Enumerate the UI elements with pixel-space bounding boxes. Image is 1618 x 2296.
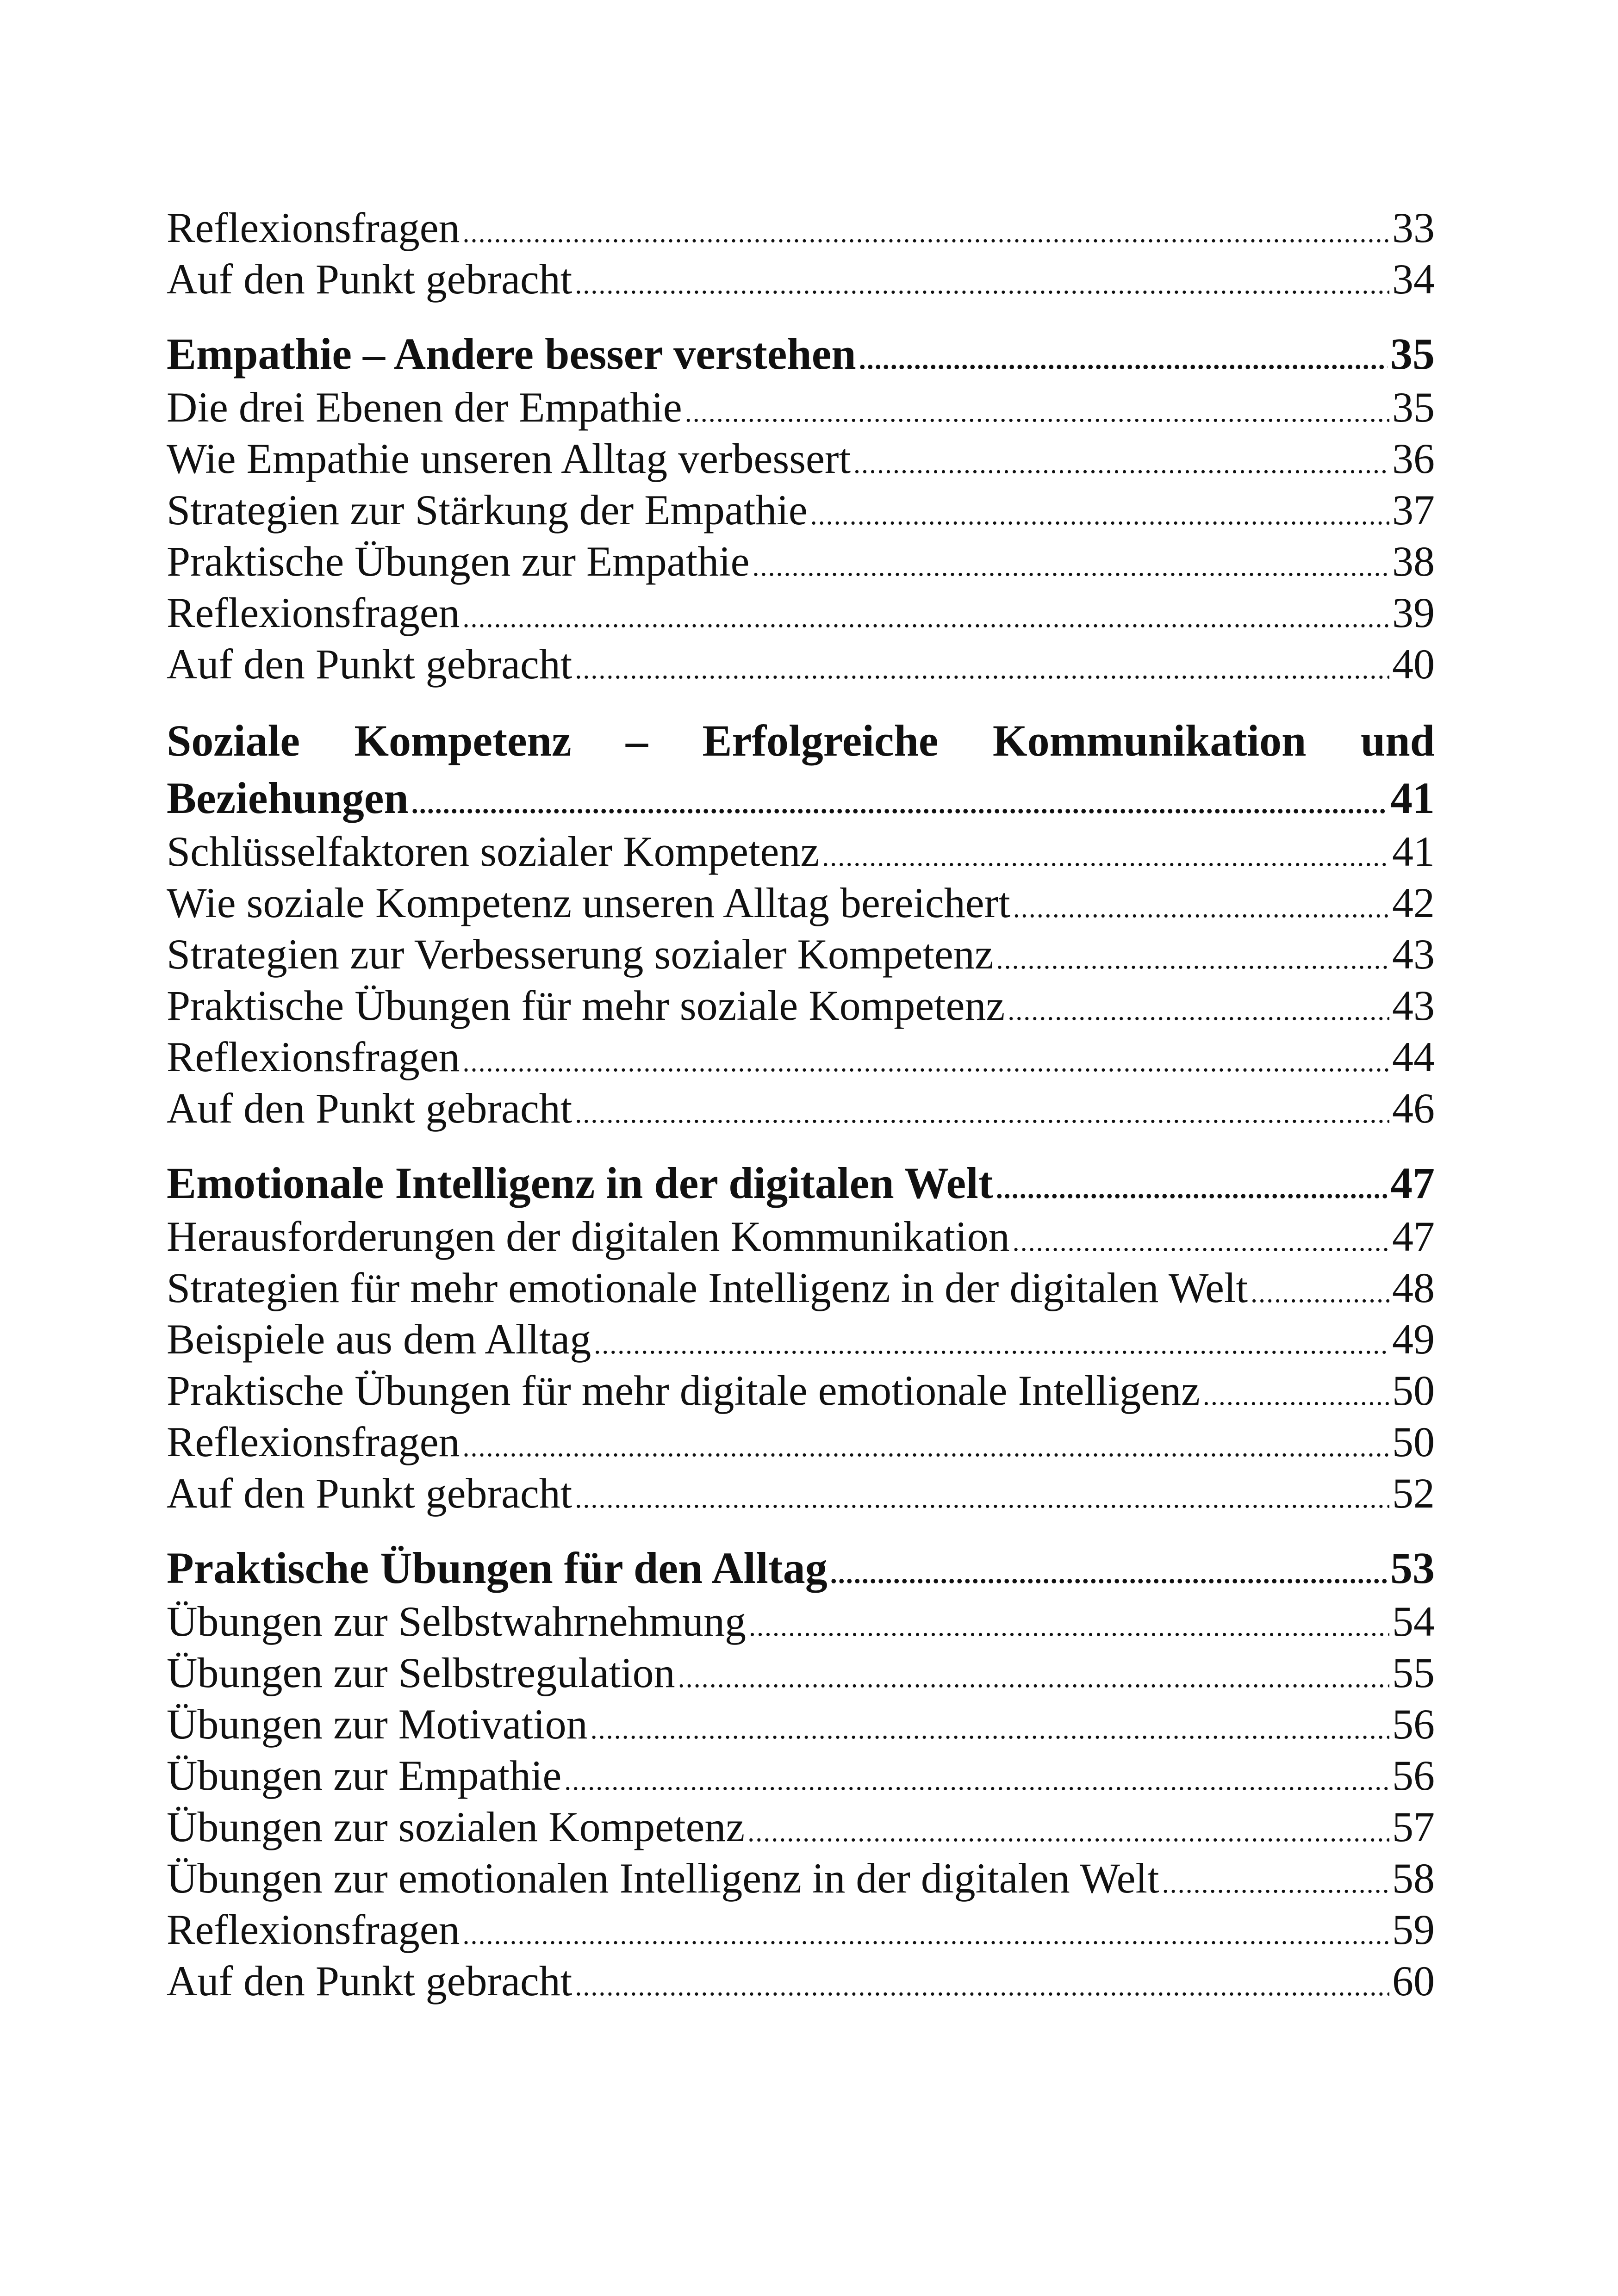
dot-leader xyxy=(1013,1216,1389,1267)
dot-leader xyxy=(810,490,1389,541)
chapter-heading-title: Praktische Übungen für den Alltag xyxy=(167,1543,828,1593)
toc-entry[interactable] xyxy=(167,536,1435,587)
toc-entry-page: 43 xyxy=(1392,982,1435,1029)
toc-entry-title: Übungen zur emotionalen Intelligenz in der digitalen Welt xyxy=(167,1855,1159,1902)
toc-entry-title: Wie Empathie unseren Alltag verbessert xyxy=(167,435,851,482)
toc-entry[interactable] xyxy=(167,980,1435,1031)
table-of-contents xyxy=(167,202,1435,2007)
toc-entry-title: Die drei Ebenen der Empathie xyxy=(167,384,682,431)
toc-entry-title: Reflexionsfragen xyxy=(167,204,460,251)
toc-entry[interactable] xyxy=(167,1468,1435,1519)
toc-entry-page: 33 xyxy=(1392,204,1435,251)
dot-leader xyxy=(463,1909,1389,1961)
toc-entry[interactable] xyxy=(167,382,1435,433)
dot-leader xyxy=(822,831,1389,882)
toc-entry[interactable] xyxy=(167,1801,1435,1853)
dot-leader xyxy=(575,1473,1389,1524)
toc-entry-title: Praktische Übungen zur Empathie xyxy=(167,538,750,585)
toc-entry-title: Auf den Punkt gebracht xyxy=(167,1085,573,1132)
toc-entry-page: 35 xyxy=(1392,384,1435,431)
toc-entry[interactable] xyxy=(167,1262,1435,1314)
toc-entry[interactable] xyxy=(167,202,1435,254)
dot-leader xyxy=(749,1601,1389,1652)
toc-entry-page: 54 xyxy=(1392,1598,1435,1645)
chapter-heading[interactable] xyxy=(167,770,1435,826)
toc-entry-title: Auf den Punkt gebracht xyxy=(167,1470,573,1517)
toc-entry-title: Strategien für mehr emotionale Intelligenz in der digitalen Welt xyxy=(167,1264,1248,1311)
toc-entry[interactable] xyxy=(167,1083,1435,1134)
toc-entry[interactable] xyxy=(167,1596,1435,1647)
dot-leader xyxy=(575,259,1389,310)
chapter-heading-title: Emotionale Intelligenz in der digitalen Welt xyxy=(167,1158,993,1208)
toc-entry-page: 57 xyxy=(1392,1803,1435,1850)
toc-entry[interactable] xyxy=(167,1031,1435,1083)
toc-entry-page: 59 xyxy=(1392,1906,1435,1953)
dot-leader xyxy=(575,1088,1389,1139)
dot-leader xyxy=(859,332,1388,387)
toc-entry-page: 36 xyxy=(1392,435,1435,482)
toc-entry-title: Strategien zur Verbesserung sozialer Kompetenz xyxy=(167,931,994,978)
toc-entry[interactable] xyxy=(167,1750,1435,1801)
dot-leader xyxy=(996,1161,1388,1216)
toc-entry-page: 50 xyxy=(1392,1418,1435,1465)
dot-leader xyxy=(853,438,1389,490)
toc-entry-page: 46 xyxy=(1392,1085,1435,1132)
toc-entry-page: 40 xyxy=(1392,640,1435,688)
toc-entry-title: Praktische Übungen für mehr digitale emotionale Intelligenz xyxy=(167,1367,1200,1414)
toc-entry-page: 41 xyxy=(1392,828,1435,875)
toc-entry-title: Übungen zur Empathie xyxy=(167,1752,562,1799)
toc-entry[interactable] xyxy=(167,1314,1435,1365)
dot-leader xyxy=(1008,985,1389,1036)
dot-leader xyxy=(996,934,1389,985)
dot-leader xyxy=(411,776,1388,832)
chapter-heading-page: 41 xyxy=(1390,773,1435,823)
toc-entry-title: Herausforderungen der digitalen Kommunikation xyxy=(167,1213,1010,1260)
dot-leader xyxy=(1013,882,1389,934)
toc-entry[interactable] xyxy=(167,587,1435,639)
dot-leader xyxy=(685,387,1389,438)
toc-entry-title: Übungen zur sozialen Kompetenz xyxy=(167,1803,745,1850)
toc-entry-page: 47 xyxy=(1392,1213,1435,1260)
chapter-heading-title: Empathie – Andere besser verstehen xyxy=(167,329,856,379)
toc-entry-title: Wie soziale Kompetenz unseren Alltag bereichert xyxy=(167,879,1010,926)
dot-leader xyxy=(591,1704,1389,1755)
chapter-heading[interactable] xyxy=(167,326,1435,382)
toc-entry-page: 44 xyxy=(1392,1033,1435,1080)
toc-entry-page: 58 xyxy=(1392,1855,1435,1902)
toc-entry[interactable] xyxy=(167,826,1435,877)
dot-leader xyxy=(575,644,1389,695)
toc-entry[interactable] xyxy=(167,1211,1435,1262)
toc-entry[interactable] xyxy=(167,1955,1435,2007)
toc-entry[interactable] xyxy=(167,254,1435,305)
dot-leader xyxy=(1251,1267,1389,1319)
dot-leader xyxy=(1162,1858,1389,1909)
toc-entry-title: Schlüsselfaktoren sozialer Kompetenz xyxy=(167,828,820,875)
toc-entry[interactable] xyxy=(167,1416,1435,1468)
toc-entry[interactable] xyxy=(167,1365,1435,1416)
toc-entry[interactable] xyxy=(167,1904,1435,1955)
toc-entry-page: 34 xyxy=(1392,255,1435,303)
toc-entry-page: 48 xyxy=(1392,1264,1435,1311)
dot-leader xyxy=(1203,1370,1389,1421)
dot-leader xyxy=(594,1319,1389,1370)
dot-leader xyxy=(463,1036,1389,1088)
toc-entry[interactable] xyxy=(167,484,1435,536)
chapter-heading-page: 53 xyxy=(1390,1543,1435,1593)
chapter-heading-title: Beziehungen xyxy=(167,773,409,823)
dot-leader xyxy=(564,1755,1389,1806)
chapter-heading[interactable] xyxy=(167,1540,1435,1596)
toc-entry-page: 49 xyxy=(1392,1316,1435,1363)
toc-entry-page: 38 xyxy=(1392,538,1435,585)
toc-entry-page: 55 xyxy=(1392,1649,1435,1696)
dot-leader xyxy=(463,592,1389,644)
dot-leader xyxy=(463,207,1389,259)
toc-entry[interactable] xyxy=(167,929,1435,980)
toc-entry-page: 42 xyxy=(1392,879,1435,926)
toc-entry-title: Übungen zur Motivation xyxy=(167,1700,588,1748)
toc-entry-page: 56 xyxy=(1392,1752,1435,1799)
toc-entry[interactable] xyxy=(167,433,1435,484)
toc-entry[interactable] xyxy=(167,877,1435,929)
chapter-heading-page: 47 xyxy=(1390,1158,1435,1208)
toc-entry-title: Übungen zur Selbstregulation xyxy=(167,1649,675,1696)
toc-entry-title: Auf den Punkt gebracht xyxy=(167,1957,573,2004)
chapter-heading-page: 35 xyxy=(1390,329,1435,379)
dot-leader xyxy=(747,1806,1389,1858)
toc-entry-page: 50 xyxy=(1392,1367,1435,1414)
dot-leader xyxy=(753,541,1389,592)
toc-entry-page: 60 xyxy=(1392,1957,1435,2004)
chapter-heading[interactable] xyxy=(167,1155,1435,1211)
toc-entry-title: Auf den Punkt gebracht xyxy=(167,255,573,303)
chapter-heading-line: Soziale Kompetenz – Erfolgreiche Kommunikation und xyxy=(167,716,1435,765)
toc-entry[interactable] xyxy=(167,1699,1435,1750)
toc-entry-page: 39 xyxy=(1392,589,1435,636)
dot-leader xyxy=(575,1961,1389,2012)
toc-entry-title: Auf den Punkt gebracht xyxy=(167,640,573,688)
toc-entry-title: Strategien zur Stärkung der Empathie xyxy=(167,486,808,534)
toc-entry-title: Reflexionsfragen xyxy=(167,1418,460,1465)
toc-entry-page: 52 xyxy=(1392,1470,1435,1517)
toc-entry-title: Reflexionsfragen xyxy=(167,589,460,636)
toc-entry-title: Praktische Übungen für mehr soziale Kompetenz xyxy=(167,982,1005,1029)
dot-leader xyxy=(830,1546,1388,1601)
toc-entry[interactable] xyxy=(167,1647,1435,1699)
toc-entry-title: Übungen zur Selbstwahrnehmung xyxy=(167,1598,746,1645)
toc-entry-title: Beispiele aus dem Alltag xyxy=(167,1316,591,1363)
dot-leader xyxy=(463,1421,1389,1473)
toc-entry-title: Reflexionsfragen xyxy=(167,1906,460,1953)
toc-entry-page: 56 xyxy=(1392,1700,1435,1748)
toc-entry-page: 43 xyxy=(1392,931,1435,978)
toc-entry[interactable] xyxy=(167,639,1435,690)
toc-entry-page: 37 xyxy=(1392,486,1435,534)
toc-entry[interactable] xyxy=(167,1853,1435,1904)
toc-entry-title: Reflexionsfragen xyxy=(167,1033,460,1080)
dot-leader xyxy=(678,1652,1389,1704)
